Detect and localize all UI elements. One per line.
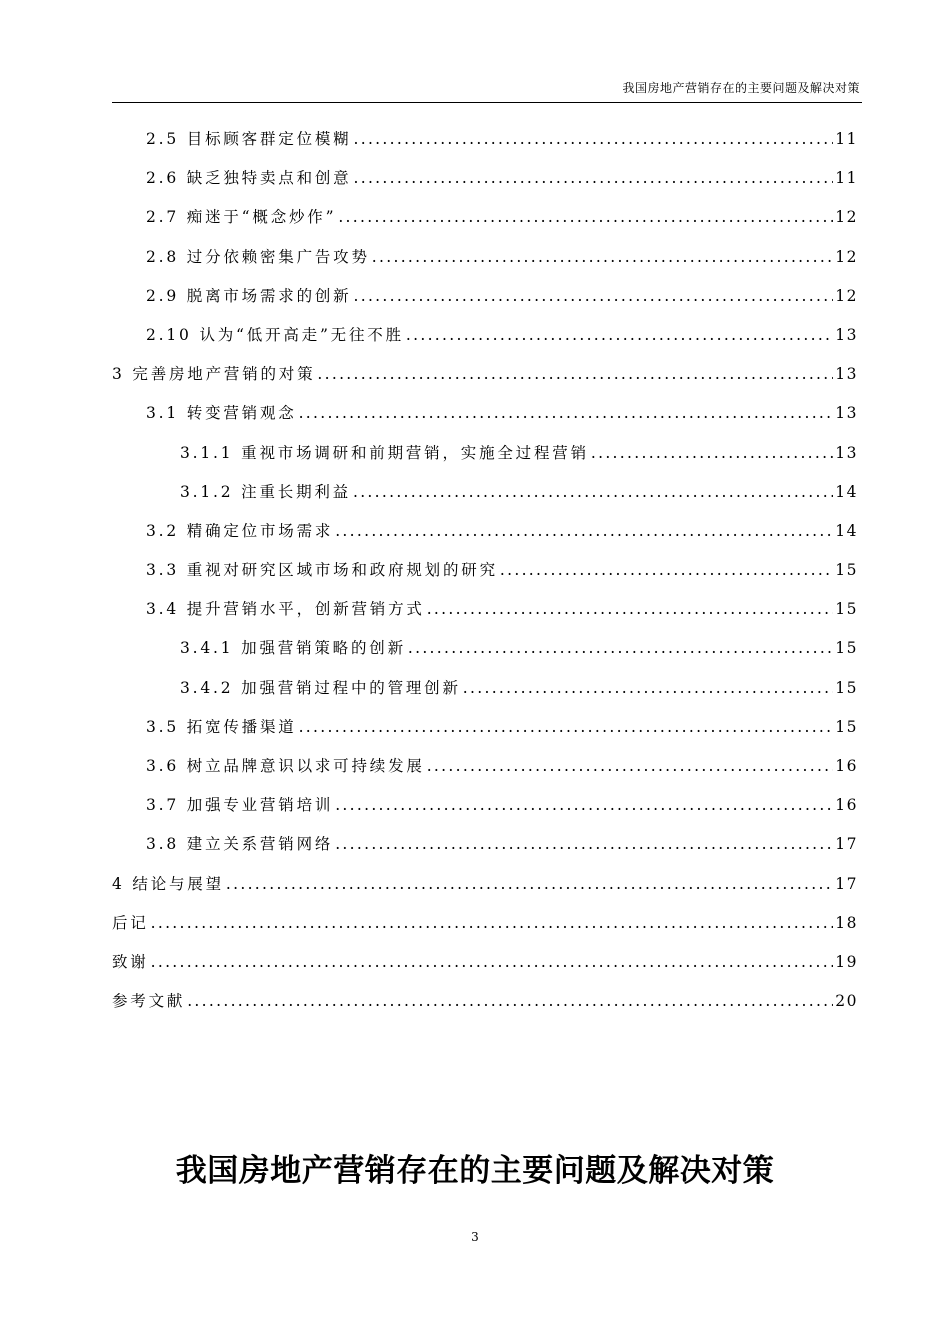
toc-entry-label: 2.6 缺乏独特卖点和创意	[146, 169, 352, 188]
toc-entry-label: 3.5 拓宽传播渠道	[146, 717, 297, 736]
toc-entry-page: 11	[835, 169, 858, 188]
toc-entry-label: 3.4.1 加强营销策略的创新	[180, 639, 406, 658]
toc-entry-label: 3.1 转变营销观念	[146, 404, 297, 423]
toc-entry-label: 3.6 树立品牌意识以求可持续发展	[146, 757, 425, 775]
toc-entry-page: 15	[835, 561, 858, 580]
toc-dot-leader	[427, 747, 834, 786]
toc-entry-page: 15	[835, 639, 858, 658]
toc-dot-leader	[299, 708, 834, 747]
toc-dot-leader	[338, 198, 833, 237]
toc-dot-leader	[299, 394, 834, 433]
toc-dot-leader	[335, 825, 833, 864]
toc-entry-label: 4 结论与展望	[112, 874, 224, 893]
toc-entry-label: 2.10 认为“低开高走”无往不胜	[146, 325, 404, 344]
toc-entry-page: 16	[835, 757, 858, 775]
toc-entry-page: 13	[835, 325, 858, 344]
toc-entry-label: 3.7 加强专业营销培训	[146, 796, 334, 815]
toc-entry-label: 后记	[112, 913, 149, 932]
toc-entry-label: 2.7 痴迷于“概念炒作”	[146, 208, 337, 227]
toc-entry-page: 13	[835, 443, 858, 462]
toc-entry[interactable]	[112, 238, 858, 277]
toc-entry-page: 12	[835, 247, 858, 266]
toc-entry-page: 14	[835, 482, 858, 501]
toc-dot-leader	[427, 590, 834, 629]
toc-entry-label: 3.4.2 加强营销过程中的管理创新	[180, 678, 461, 697]
toc-entry[interactable]	[112, 708, 858, 747]
toc-entry-label: 参考文献	[112, 992, 186, 1011]
toc-entry[interactable]	[112, 825, 858, 864]
toc-entry[interactable]	[112, 394, 858, 433]
toc-entry[interactable]	[112, 355, 858, 394]
toc-entry[interactable]	[112, 747, 858, 786]
toc-entry[interactable]	[112, 669, 858, 708]
toc-entry-label: 3.1.1 重视市场调研和前期营销，实施全过程营销	[180, 443, 589, 462]
toc-entry-label: 3.2 精确定位市场需求	[146, 521, 334, 540]
toc-entry-page: 12	[835, 286, 858, 305]
toc-entry[interactable]	[112, 512, 858, 551]
toc-entry-page: 18	[835, 913, 858, 932]
toc-entry-page: 12	[835, 208, 858, 227]
page-number: 3	[471, 1230, 479, 1244]
toc-entry-label: 3.4 提升营销水平，创新营销方式	[146, 600, 425, 619]
toc-dot-leader	[408, 629, 833, 668]
toc-entry[interactable]	[112, 943, 858, 982]
toc-entry[interactable]	[112, 904, 858, 943]
toc-entry-page: 15	[835, 600, 858, 619]
toc-entry[interactable]	[112, 590, 858, 629]
toc-dot-leader	[187, 982, 833, 1021]
toc-entry[interactable]	[112, 434, 858, 473]
toc-entry[interactable]	[112, 198, 858, 237]
toc-dot-leader	[353, 120, 833, 159]
toc-dot-leader	[335, 512, 833, 551]
toc-entry-page: 13	[835, 404, 858, 423]
toc-entry-page: 15	[835, 717, 858, 736]
toc-entry-page: 17	[835, 874, 858, 893]
toc-dot-leader	[353, 277, 833, 316]
header-rule	[112, 102, 862, 103]
toc-entry[interactable]	[112, 120, 858, 159]
toc-entry-page: 17	[835, 835, 858, 854]
toc-entry-page: 11	[835, 130, 858, 148]
toc-dot-leader	[151, 943, 834, 982]
toc-dot-leader	[353, 159, 833, 198]
toc-dot-leader	[335, 786, 833, 825]
toc-entry[interactable]	[112, 277, 858, 316]
toc-dot-leader	[591, 434, 833, 473]
toc-dot-leader	[353, 473, 833, 512]
toc-entry-page: 16	[835, 796, 858, 815]
toc-dot-leader	[463, 669, 833, 708]
document-title: 我国房地产营销存在的主要问题及解决对策	[175, 1153, 775, 1189]
toc-entry-label: 3.1.2 注重长期利益	[180, 482, 351, 501]
toc-entry-page: 13	[835, 365, 858, 384]
toc-entry-label: 2.8 过分依赖密集广告攻势	[146, 247, 370, 266]
toc-entry[interactable]	[112, 982, 858, 1021]
toc-entry[interactable]	[112, 159, 858, 198]
toc-entry-label: 致谢	[112, 952, 149, 971]
toc-entry-label: 2.9 脱离市场需求的创新	[146, 286, 352, 305]
toc-entry-label: 3.3 重视对研究区域市场和政府规划的研究	[146, 561, 498, 580]
toc-entry-page: 14	[835, 521, 858, 540]
toc-entry[interactable]	[112, 865, 858, 904]
toc-dot-leader	[317, 355, 833, 394]
toc-dot-leader	[226, 865, 833, 904]
toc-dot-leader	[406, 316, 833, 355]
toc-dot-leader	[500, 551, 833, 590]
toc-entry[interactable]	[112, 786, 858, 825]
running-header: 我国房地产营销存在的主要问题及解决对策	[622, 81, 860, 95]
toc-entry-label: 3 完善房地产营销的对策	[112, 365, 316, 384]
toc-entry[interactable]	[112, 551, 858, 590]
toc-entry[interactable]	[112, 316, 858, 355]
toc-dot-leader	[372, 238, 833, 277]
toc-entry[interactable]	[112, 473, 858, 512]
toc-entry-label: 2.5 目标顾客群定位模糊	[146, 130, 352, 148]
toc-entry-page: 19	[835, 952, 858, 971]
toc-entry-page: 20	[835, 992, 858, 1011]
toc-entry[interactable]	[112, 629, 858, 668]
table-of-contents	[112, 120, 858, 1021]
toc-entry-page: 15	[835, 678, 858, 697]
toc-entry-label: 3.8 建立关系营销网络	[146, 835, 334, 854]
toc-dot-leader	[151, 904, 834, 943]
